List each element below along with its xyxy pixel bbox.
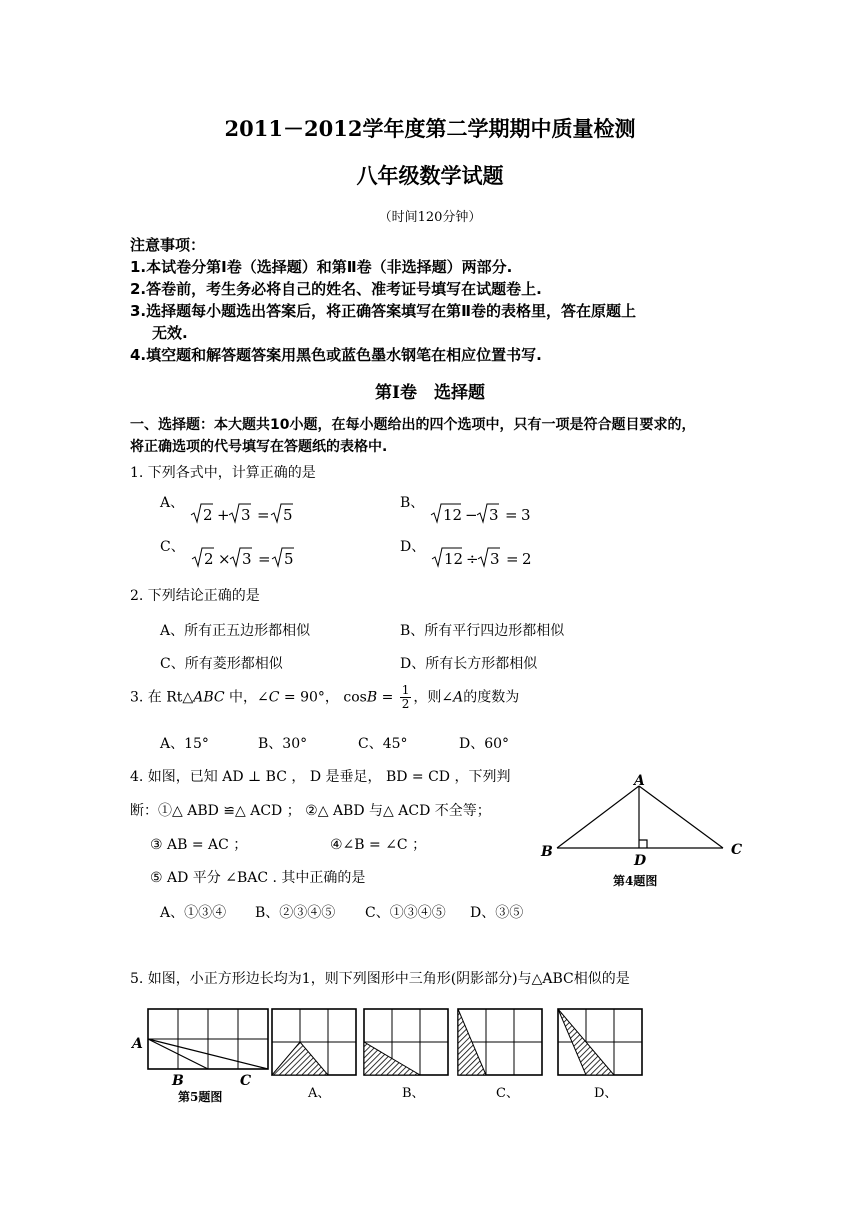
q3-angle-b: B <box>366 689 378 706</box>
q5-choice-a-label: A、 <box>308 1086 331 1101</box>
q4-option-c: C、①③④⑤ <box>365 905 446 921</box>
q5-caption: 第5题图 <box>178 1090 223 1104</box>
q3-option-a: A、15° <box>160 736 209 752</box>
q3-option-b: B、30° <box>258 736 308 752</box>
svg-text:5: 5 <box>283 550 294 568</box>
q3-stem-mid: 中，∠ <box>224 689 269 706</box>
section-intro-line-2: 将正确选项的代号填写在答题纸的表格中. <box>130 439 388 455</box>
q5-choice-b-label: B、 <box>402 1086 425 1101</box>
q1-option-b-formula <box>429 498 537 526</box>
svg-text:=: = <box>257 506 270 524</box>
q4-line-1: 4. 如图，已知 AD ⊥ BC ， D 是垂足， BD = CD ，下列判 <box>130 769 511 785</box>
notice-item-4: 4.填空题和解答题答案用黑色或蓝色墨水钢笔在相应位置书写. <box>130 346 542 364</box>
q4-item-3: ③ AB = AC ； <box>150 837 248 853</box>
q1-option-d-label: D、 <box>400 539 426 555</box>
q1-option-a-label: A、 <box>160 495 185 511</box>
q4-line-2: 断：①△ ABD ≌△ ACD ； ②△ ABD 与△ ACD 不全等； <box>130 803 491 819</box>
q4-figure-label-c: C <box>731 842 743 858</box>
q5-figure <box>128 1005 688 1105</box>
svg-text:2: 2 <box>203 550 214 568</box>
q1-option-b-label: B、 <box>400 495 425 511</box>
q4-item-5: ⑤ AD 平分 ∠BAC . 其中正确的是 <box>150 870 366 886</box>
q3-fraction-denominator: 2 <box>401 697 410 711</box>
svg-text:3: 3 <box>490 550 500 568</box>
exam-title: 2011－2012学年度第二学期期中质量检测 <box>224 116 636 141</box>
q2-option-c: C、所有菱形都相似 <box>160 656 283 672</box>
exam-time: （时间120分钟） <box>378 210 482 225</box>
q5-label-b: B <box>172 1073 184 1089</box>
q5-reference-grid <box>148 1009 268 1069</box>
q4-figure-caption: 第4题图 <box>613 874 658 888</box>
svg-text:3: 3 <box>521 506 531 524</box>
q3-triangle-abc: ABC <box>193 689 225 706</box>
notice-item-2: 2.答卷前，考生务必将自己的姓名、准考证号填写在试题卷上. <box>130 280 542 298</box>
q3-stem-tail2: 的度数为 <box>463 689 520 706</box>
svg-text:12: 12 <box>444 550 464 568</box>
q1-option-c-label: C、 <box>160 539 185 555</box>
notice-heading: 注意事项： <box>130 236 206 254</box>
q4-figure <box>535 770 755 895</box>
svg-text:2: 2 <box>522 550 532 568</box>
q3-stem-eq90: = 90°， cos <box>279 689 367 706</box>
notice-item-3-cont: 无效. <box>152 324 188 342</box>
q3-option-d: D、60° <box>459 736 510 752</box>
q1-option-a-formula <box>189 498 301 526</box>
q4-option-a: A、①③④ <box>160 905 227 921</box>
svg-text:3: 3 <box>241 550 252 568</box>
section-intro-line-1: 一、选择题：本大题共10小题，在每小题给出的四个选项中，只有一项是符合题目要求的， <box>130 417 696 433</box>
q1-option-d <box>400 539 538 570</box>
svg-text:3: 3 <box>489 506 499 524</box>
svg-text:3: 3 <box>241 506 251 524</box>
q3-fraction-numerator: 1 <box>401 683 410 697</box>
q3-stem-eq: = <box>377 689 398 706</box>
q2-option-b: B、所有平行四边形都相似 <box>400 623 565 639</box>
svg-text:+: + <box>217 506 230 524</box>
q5-label-a: A <box>132 1036 143 1052</box>
q3-stem-num: 3. 在 Rt△ <box>130 689 194 706</box>
svg-text:=: = <box>505 506 518 524</box>
notice-item-3: 3.选择题每小题选出答案后，将正确答案填写在第Ⅱ卷的表格里，答在原题上 <box>130 302 637 320</box>
q4-figure-label-d: D <box>634 853 647 869</box>
svg-text:−: − <box>465 506 478 524</box>
q2-option-d: D、所有长方形都相似 <box>400 656 538 672</box>
q5-choice-a-grid <box>272 1009 356 1075</box>
svg-text:5: 5 <box>283 506 293 524</box>
q4-option-d: D、③⑤ <box>470 905 524 921</box>
svg-text:2: 2 <box>203 506 213 524</box>
q5-stem: 5. 如图，小正方形边长均为1，则下列图形中三角形(阴影部分)与△ABC相似的是 <box>130 971 630 987</box>
svg-text:=: = <box>257 550 271 568</box>
q4-figure-label-a: A <box>634 773 645 789</box>
svg-text:÷: ÷ <box>466 550 479 568</box>
q4-item-4: ④∠B = ∠C ； <box>330 837 427 853</box>
q5-label-c: C <box>240 1073 252 1089</box>
q1-option-c-formula <box>190 542 302 570</box>
q5-choice-d-grid <box>558 1009 642 1075</box>
svg-text:×: × <box>217 550 231 568</box>
q5-choice-c-label: C、 <box>496 1086 519 1101</box>
q2-stem: 2. 下列结论正确的是 <box>130 588 260 604</box>
q5-choice-b-grid <box>364 1009 448 1075</box>
q2-option-a: A、所有正五边形都相似 <box>160 623 311 639</box>
q3-fraction <box>400 684 412 711</box>
q1-option-d-formula <box>430 542 538 570</box>
section-title: 第Ⅰ卷 选择题 <box>375 383 485 403</box>
q1-option-a <box>160 495 301 526</box>
svg-text:=: = <box>506 550 519 568</box>
q1-option-c <box>160 539 302 570</box>
q3-angle-a: A <box>453 689 464 706</box>
q3-option-c: C、45° <box>358 736 408 752</box>
svg-text:12: 12 <box>443 506 463 524</box>
q4-option-b: B、②③④⑤ <box>255 905 336 921</box>
q4-figure-label-b: B <box>541 844 553 860</box>
q3-stem <box>130 684 519 711</box>
q3-angle-c: C <box>268 689 280 706</box>
notice-item-1: 1.本试卷分第Ⅰ卷（选择题）和第Ⅱ卷（非选择题）两部分. <box>130 258 513 276</box>
q1-stem: 1. 下列各式中，计算正确的是 <box>130 465 316 481</box>
exam-subtitle: 八年级数学试题 <box>356 163 504 188</box>
q5-choice-c-grid <box>458 1009 542 1075</box>
q5-choice-d-label: D、 <box>594 1086 618 1101</box>
q3-stem-tail1: ，则∠ <box>413 689 454 706</box>
q1-option-b <box>400 495 537 526</box>
